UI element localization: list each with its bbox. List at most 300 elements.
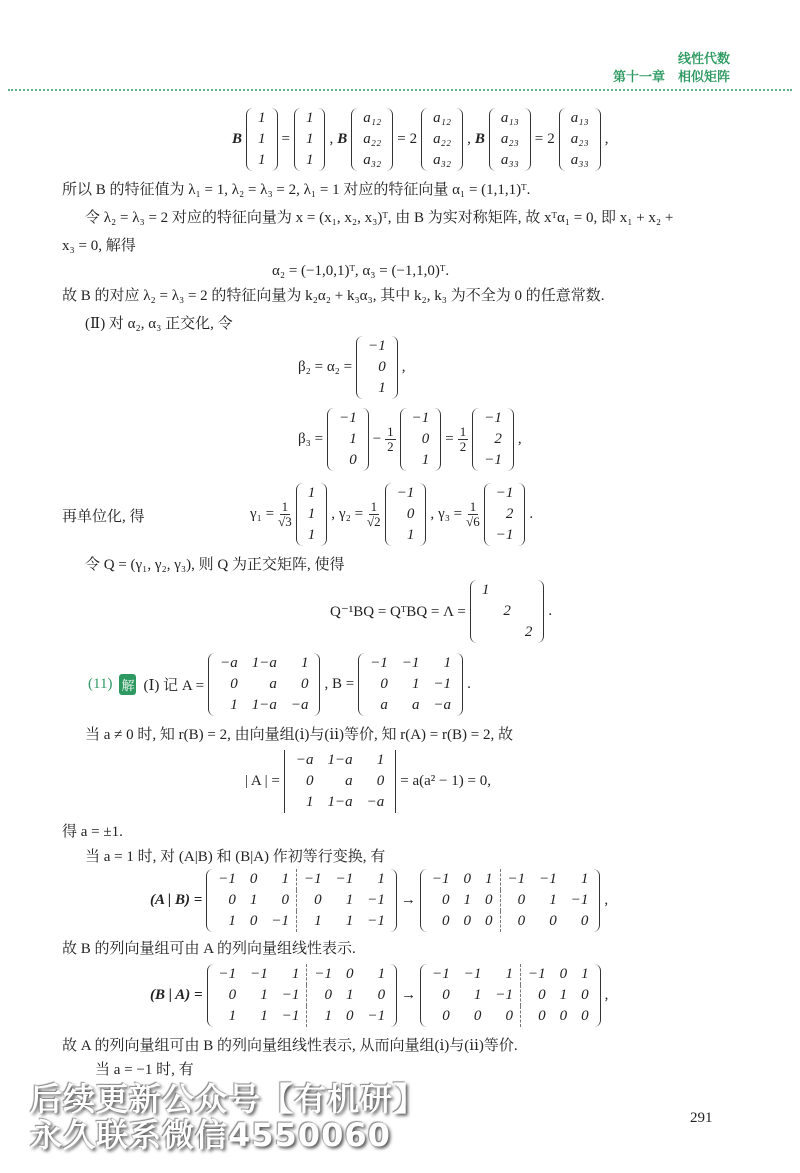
matrix-cell: 0 [230, 676, 238, 692]
matrix-cell: 1−a [251, 655, 277, 671]
matrix-row [425, 911, 596, 932]
problem-11 [88, 653, 471, 716]
matrix-cell: 1−a [327, 794, 353, 810]
matrix [296, 483, 328, 546]
matrix-row [332, 408, 364, 429]
matrix-grid [363, 653, 458, 716]
matrix-cell: 0 [485, 892, 493, 908]
matrix-cell: 1 [230, 697, 238, 713]
matrix-cell: 0 [378, 359, 386, 375]
matrix-cell: −1 [367, 1008, 386, 1024]
matrix-row [212, 1006, 393, 1027]
denominator: 2 [387, 439, 394, 454]
matrix-row [299, 129, 321, 150]
matrix-row [301, 504, 323, 525]
problem-number: (11) [88, 676, 113, 692]
matrix [207, 964, 398, 1027]
matrix-cell: −1 [297, 869, 329, 890]
fraction [458, 425, 469, 454]
matrix-row [211, 911, 392, 932]
matrix-cell: 1 [505, 966, 514, 982]
matrix-row [211, 869, 392, 890]
matrix-cell: 1 [349, 431, 357, 447]
symbol: , [604, 131, 609, 147]
symbol: = [445, 431, 454, 447]
matrix-cell: 1 [463, 892, 472, 908]
matrix-row [361, 336, 393, 357]
matrix-grid [251, 108, 273, 171]
matrix-cell: −a [295, 752, 314, 768]
equation-diagonal [330, 580, 552, 643]
matrix-row [332, 429, 364, 450]
matrix-grid [390, 483, 422, 546]
matrix-cell: 1 [345, 892, 354, 908]
symbol: γ₂ = [338, 506, 364, 522]
matrix-cell: 1−a [327, 752, 353, 768]
numerator: 1 [459, 424, 467, 439]
watermark-line: 永久联系微信4550060 [30, 1116, 391, 1154]
matrix-cell: 1 [559, 987, 568, 1003]
matrix-cell: −1 [370, 655, 388, 671]
text-line: 故 B 的列向量组可由 A 的列向量组线性表示. [62, 941, 356, 957]
matrix-cell: −1 [463, 966, 482, 982]
equation-determinant [245, 750, 491, 813]
matrix-row [425, 890, 596, 911]
matrix-cell: 1 [228, 1008, 237, 1024]
matrix-cell: −1 [495, 527, 514, 543]
matrix-cell: 0 [300, 676, 309, 692]
matrix-cell: 1 [228, 913, 236, 929]
numerator: 1 [387, 424, 394, 439]
matrix-cell: −1 [281, 1008, 300, 1024]
symbol: 2 [409, 131, 418, 147]
matrix-row [363, 674, 458, 695]
matrix [351, 108, 393, 171]
matrix-grid [425, 964, 596, 1027]
fraction [385, 425, 396, 454]
matrix-cell: 1 [443, 655, 452, 671]
matrix-row [426, 108, 458, 129]
matrix-row [475, 580, 540, 601]
matrix-row [489, 483, 521, 504]
matrix-cell: −1 [401, 655, 420, 671]
matrix-row [494, 108, 526, 129]
matrix-cell: −a [433, 697, 452, 713]
matrix-cell: a [411, 697, 420, 713]
matrix-grid [475, 580, 540, 643]
matrix-row [564, 129, 596, 150]
matrix-grid [425, 869, 596, 932]
symbol: = [534, 131, 544, 147]
matrix-grid [213, 653, 315, 716]
matrix-cell: −1 [335, 871, 354, 887]
matrix-cell: 0 [406, 506, 415, 522]
matrix-cell: −a [290, 697, 309, 713]
matrix-row [251, 150, 273, 171]
denominator: √3 [278, 514, 292, 529]
matrix-cell: 0 [346, 1008, 354, 1024]
matrix-cell: 0 [306, 773, 314, 789]
matrix-row [494, 129, 526, 150]
symbol: (B | A) = [150, 987, 203, 1003]
matrix-row [475, 601, 540, 622]
matrix-cell: −1 [484, 452, 502, 468]
matrix-cell: 1 [260, 1008, 268, 1024]
matrix-cell: 0 [581, 1008, 589, 1024]
matrix-row [361, 378, 393, 399]
matrix-cell: −1 [218, 966, 237, 982]
matrix-grid [426, 108, 458, 171]
matrix [470, 580, 545, 643]
matrix-row [251, 129, 273, 150]
matrix-row [301, 483, 323, 504]
header-divider [8, 89, 792, 91]
matrix-row [405, 429, 437, 450]
matrix-cell: a [345, 773, 353, 789]
matrix-row [426, 129, 458, 150]
matrix-cell: −1 [281, 987, 300, 1003]
matrix-cell: 0 [249, 913, 258, 929]
matrix-cell: 0 [473, 1008, 482, 1024]
matrix-cell: 0 [485, 913, 493, 929]
matrix [420, 869, 601, 932]
matrix-cell: 0 [442, 913, 450, 929]
fraction [278, 500, 292, 529]
matrix-row [425, 985, 596, 1006]
matrix-grid [361, 336, 393, 399]
symbol: − [372, 431, 382, 447]
matrix-cell: 0 [346, 966, 354, 982]
matrix-cell: a₂₂ [363, 131, 382, 147]
matrix-cell: −1 [431, 871, 450, 887]
matrix-row [390, 504, 422, 525]
matrix [400, 408, 442, 471]
matrix-row [425, 869, 596, 890]
denominator: 2 [459, 439, 467, 454]
matrix-cell: 1 [345, 913, 354, 929]
matrix-cell [518, 580, 540, 601]
symbol: γ₁ = [250, 506, 275, 522]
equation-beta3 [298, 408, 522, 471]
symbol: = [397, 131, 406, 147]
matrix-row [405, 408, 437, 429]
text-line: x₃ = 0, 解得 [62, 238, 136, 254]
matrix-row [289, 792, 391, 813]
matrix-cell: 1 [249, 892, 258, 908]
matrix-row [477, 450, 509, 471]
matrix-cell: 1 [473, 987, 482, 1003]
symbol: B [232, 131, 243, 147]
symbol: = a(a² − 1) = 0, [400, 773, 491, 789]
matrix-cell: 1 [377, 966, 386, 982]
matrix [356, 336, 398, 399]
matrix-cell: 1 [549, 892, 557, 908]
text-line: 当 a = 1 时, 对 (A|B) 和 (B|A) 作初等行变换, 有 [85, 849, 386, 865]
matrix-row [361, 357, 393, 378]
matrix-cell: −a [220, 655, 238, 671]
matrix-cell: 0 [500, 911, 532, 932]
matrix [206, 869, 397, 932]
matrix-cell [496, 580, 518, 601]
matrix-cell: 0 [228, 987, 237, 1003]
matrix-cell: 1 [297, 911, 329, 932]
matrix-cell: 1 [258, 110, 266, 126]
matrix-row [213, 695, 315, 716]
matrix-cell: a₃₂ [433, 152, 452, 168]
text-line: 故 A 的列向量组可由 B 的列向量组线性表示, 从而向量组(ⅰ)与(ⅱ)等价. [62, 1038, 518, 1054]
matrix-cell: 1 [411, 676, 420, 692]
numerator: 1 [370, 499, 378, 514]
matrix-cell: 1 [580, 871, 589, 887]
matrix-cell: −1 [433, 676, 452, 692]
matrix-cell: 0 [505, 1008, 514, 1024]
matrix-cell: 1 [378, 380, 386, 396]
matrix-row [212, 985, 393, 1006]
symbol: γ₃ = [438, 506, 463, 522]
header-subject: 线性代数 [677, 52, 730, 67]
symbol: , [517, 431, 522, 447]
matrix-cell: 1 [346, 987, 354, 1003]
matrix [420, 964, 601, 1027]
matrix-cell: a₂₃ [570, 131, 589, 147]
matrix-row [564, 150, 596, 171]
equation-eigen [232, 108, 608, 171]
matrix-row [363, 695, 458, 716]
text-line: α₂ = (−1,0,1)ᵀ, α₃ = (−1,1,0)ᵀ. [272, 263, 450, 279]
text-line: 令 Q = (γ₁, γ₂, γ₃), 则 Q 为正交矩阵, 使得 [85, 557, 345, 573]
matrix-cell: 0 [249, 871, 258, 887]
matrix-cell: 0 [581, 987, 589, 1003]
matrix-cell: a [380, 697, 388, 713]
matrix-row [489, 525, 521, 546]
matrix-cell: a₁₂ [363, 110, 382, 126]
matrix-cell: 2 [494, 431, 502, 447]
matrix-grid [356, 108, 388, 171]
symbol: (Ⅰ) 记 A = [143, 678, 205, 694]
matrix-row [363, 653, 458, 674]
matrix-cell: 0 [421, 431, 430, 447]
symbol: 2 [547, 131, 555, 147]
matrix [208, 653, 320, 716]
solution-badge: 解 [119, 674, 136, 695]
numerator: 1 [469, 499, 477, 514]
watermark-line: 后续更新公众号【有机研】 [30, 1080, 427, 1118]
matrix-grid [212, 964, 393, 1027]
matrix-row [251, 108, 273, 129]
symbol: = [281, 131, 290, 147]
matrix [327, 408, 369, 471]
matrix-cell [475, 601, 497, 622]
matrix-cell: 0 [377, 987, 386, 1003]
matrix-cell: a₁₃ [500, 110, 519, 126]
matrix-cell: 1 [485, 871, 493, 887]
matrix-row [425, 964, 596, 985]
matrix-grid [332, 408, 364, 471]
symbol: , [604, 892, 609, 908]
determinant [284, 750, 396, 813]
matrix-cell: 2 [524, 624, 533, 640]
symbol: , B = [324, 676, 355, 692]
matrix-cell [518, 601, 540, 622]
matrix-cell: 0 [500, 890, 532, 911]
matrix-cell: a [269, 676, 277, 692]
matrix-cell: 0 [349, 452, 357, 468]
symbol: B [474, 131, 485, 147]
matrix [472, 408, 514, 471]
matrix-grid [405, 408, 437, 471]
matrix-cell: 0 [559, 966, 568, 982]
matrix-cell: −1 [396, 485, 415, 501]
matrix-cell: −1 [411, 410, 430, 426]
matrix-cell: −1 [495, 485, 514, 501]
matrix-cell: −1 [495, 987, 514, 1003]
matrix-cell [496, 622, 518, 643]
equation-beta2 [298, 336, 406, 399]
matrix [559, 108, 601, 171]
matrix-row [212, 964, 393, 985]
matrix-cell: −1 [218, 871, 236, 887]
matrix [385, 483, 427, 546]
equation-ba [150, 964, 608, 1027]
matrix-row [211, 890, 392, 911]
matrix-row [213, 653, 315, 674]
matrix-cell: 0 [442, 892, 450, 908]
matrix-cell: 0 [463, 871, 472, 887]
numerator: 1 [281, 499, 289, 514]
symbol: . [548, 603, 553, 619]
matrix-row [213, 674, 315, 695]
matrix-cell [475, 622, 497, 643]
page-number: 291 [690, 1110, 713, 1126]
matrix-row [564, 108, 596, 129]
matrix-cell: a₃₃ [500, 152, 519, 168]
matrix-row [289, 771, 391, 792]
matrix-cell: 1 [305, 131, 314, 147]
matrix-cell: −1 [570, 892, 589, 908]
matrix-cell: 1 [281, 871, 290, 887]
matrix-cell: 1 [307, 1006, 339, 1027]
matrix-cell: 1 [258, 131, 266, 147]
symbol: B [337, 131, 348, 147]
matrix-cell: a₂₂ [433, 131, 452, 147]
matrix-cell: 2 [505, 506, 514, 522]
matrix-cell: 0 [521, 1006, 553, 1027]
matrix-cell: 0 [376, 773, 385, 789]
matrix-grid [211, 869, 392, 932]
matrix-cell: 1 [307, 527, 316, 543]
symbol: β₂ = α₂ = [298, 359, 353, 375]
text-line: 当 a = −1 时, 有 [95, 1062, 194, 1078]
matrix-cell: 0 [549, 913, 557, 929]
text-line: 得 a = ±1. [62, 824, 123, 840]
matrix-cell: 1 [376, 752, 385, 768]
matrix-row [390, 483, 422, 504]
matrix-cell: a₃₂ [363, 152, 382, 168]
arrow-icon: → [401, 987, 417, 1003]
matrix-grid [477, 408, 509, 471]
matrix-cell: 1 [260, 987, 268, 1003]
matrix-cell: 1 [481, 582, 490, 598]
symbol: | A | = [245, 773, 280, 789]
denominator: √2 [367, 514, 381, 529]
matrix [484, 483, 526, 546]
symbol: . [467, 676, 471, 692]
matrix-cell: 1 [258, 152, 266, 168]
matrix-row [299, 108, 321, 129]
fraction [466, 500, 480, 529]
denominator: √6 [466, 514, 480, 529]
text-line: 故 B 的对应 λ₂ = λ₃ = 2 的特征向量为 k₂α₂ + k₃α₃, 其中 k₂, k₃ 为不全为 0 的任意常数. [62, 288, 605, 304]
symbol: , [401, 359, 406, 375]
matrix-cell: 0 [307, 985, 339, 1006]
symbol: (A | B) = [150, 892, 203, 908]
matrix-cell: −1 [521, 964, 553, 985]
matrix-cell: −1 [367, 892, 385, 908]
matrix-cell: −1 [307, 964, 339, 985]
text-line: 再单位化, 得 [62, 509, 145, 525]
matrix-row [356, 150, 388, 171]
matrix-cell: 0 [463, 913, 472, 929]
matrix [421, 108, 463, 171]
matrix-row [332, 450, 364, 471]
matrix-row [356, 108, 388, 129]
matrix-cell: 1 [377, 871, 385, 887]
matrix-cell: 1 [421, 452, 430, 468]
text-line: (Ⅱ) 对 α₂, α₃ 正交化, 令 [85, 316, 233, 332]
matrix-cell: 1 [305, 110, 314, 126]
matrix-cell: 1 [300, 655, 309, 671]
matrix-cell: −1 [250, 966, 268, 982]
matrix [489, 108, 531, 171]
symbol: , [329, 131, 334, 147]
symbol: Q⁻¹BQ = QᵀBQ = Λ = [330, 604, 466, 620]
matrix-cell: 0 [580, 913, 589, 929]
equation-ab [150, 869, 608, 932]
matrix-cell: −1 [368, 338, 386, 354]
matrix-cell: 0 [559, 1008, 568, 1024]
matrix-row [289, 750, 391, 771]
symbol: . [529, 506, 534, 522]
matrix-row [301, 525, 323, 546]
matrix-cell: −a [366, 794, 385, 810]
matrix-cell: −1 [339, 410, 357, 426]
symbol: β₃ = [298, 431, 324, 447]
matrix-cell: 2 [503, 603, 511, 619]
symbol: , [331, 506, 335, 522]
text-line: 所以 B 的特征值为 λ₁ = 1, λ₂ = λ₃ = 2, λ₁ = 1 对应的特征向量 α₁ = (1,1,1)ᵀ. [62, 182, 531, 198]
matrix-row [425, 1006, 596, 1027]
matrix-cell: a₁₃ [570, 110, 589, 126]
matrix-cell: 0 [442, 1008, 450, 1024]
matrix-cell: −1 [484, 410, 502, 426]
matrix-grid [299, 108, 321, 171]
matrix-row [475, 622, 540, 643]
fraction [367, 500, 381, 529]
matrix-row [477, 429, 509, 450]
matrix-cell: 1−a [251, 697, 277, 713]
matrix-cell: 0 [228, 892, 236, 908]
matrix-grid [489, 483, 521, 546]
matrix-cell: 0 [521, 985, 553, 1006]
matrix-row [477, 408, 509, 429]
matrix-row [390, 525, 422, 546]
matrix-cell: −1 [432, 966, 450, 982]
matrix-cell: 0 [297, 890, 329, 911]
matrix [246, 108, 278, 171]
matrix-cell: −1 [271, 913, 290, 929]
matrix-cell: 1 [307, 485, 316, 501]
symbol: , [467, 131, 471, 147]
